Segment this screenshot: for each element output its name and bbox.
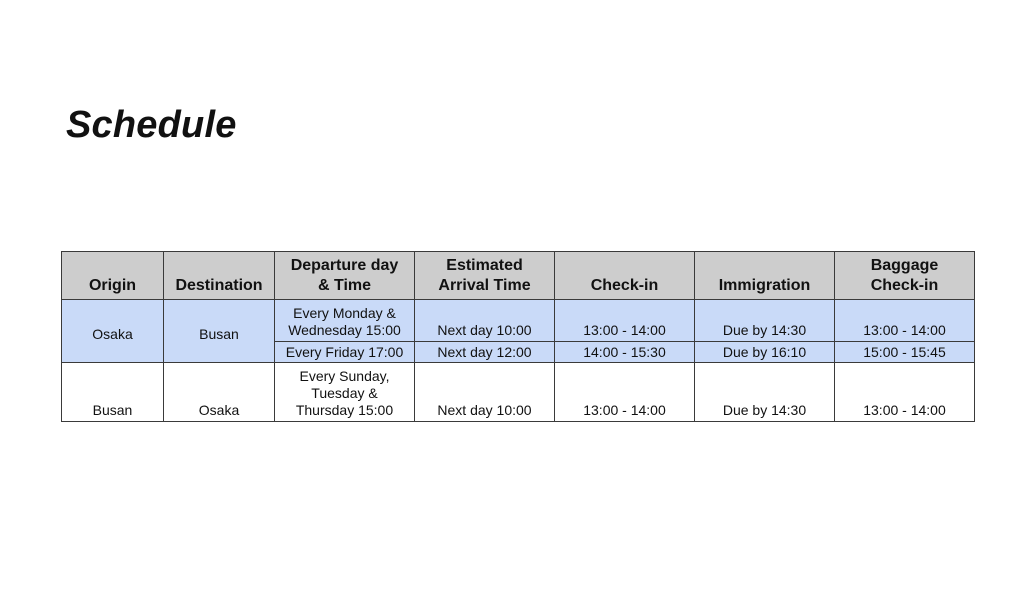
column-header-departure: Departure day & Time — [275, 252, 415, 300]
column-header-arrival: Estimated Arrival Time — [415, 252, 555, 300]
column-header-origin: Origin — [62, 252, 164, 300]
departure-cell: Every Friday 17:00 — [275, 342, 415, 363]
origin-cell: Osaka — [62, 300, 164, 363]
column-header-immigration: Immigration — [695, 252, 835, 300]
baggage-cell: 13:00 - 14:00 — [835, 300, 975, 342]
header-row — [62, 252, 975, 300]
column-header-baggage: Baggage Check-in — [835, 252, 975, 300]
immigration-cell: Due by 14:30 — [695, 363, 835, 422]
arrival-cell: Next day 10:00 — [415, 363, 555, 422]
checkin-cell: 13:00 - 14:00 — [555, 300, 695, 342]
departure-cell: Every Sunday, Tuesday & Thursday 15:00 — [275, 363, 415, 422]
baggage-cell: 13:00 - 14:00 — [835, 363, 975, 422]
baggage-cell: 15:00 - 15:45 — [835, 342, 975, 363]
table-row — [62, 300, 975, 342]
destination-cell: Busan — [164, 300, 275, 363]
checkin-cell: 14:00 - 15:30 — [555, 342, 695, 363]
column-header-checkin: Check-in — [555, 252, 695, 300]
origin-cell: Busan — [62, 363, 164, 422]
checkin-cell: 13:00 - 14:00 — [555, 363, 695, 422]
immigration-cell: Due by 16:10 — [695, 342, 835, 363]
column-header-destination: Destination — [164, 252, 275, 300]
arrival-cell: Next day 10:00 — [415, 300, 555, 342]
table-row — [62, 363, 975, 422]
page-title: Schedule — [66, 104, 237, 146]
arrival-cell: Next day 12:00 — [415, 342, 555, 363]
destination-cell: Osaka — [164, 363, 275, 422]
departure-cell: Every Monday & Wednesday 15:00 — [275, 300, 415, 342]
immigration-cell: Due by 14:30 — [695, 300, 835, 342]
schedule-table — [61, 251, 975, 422]
